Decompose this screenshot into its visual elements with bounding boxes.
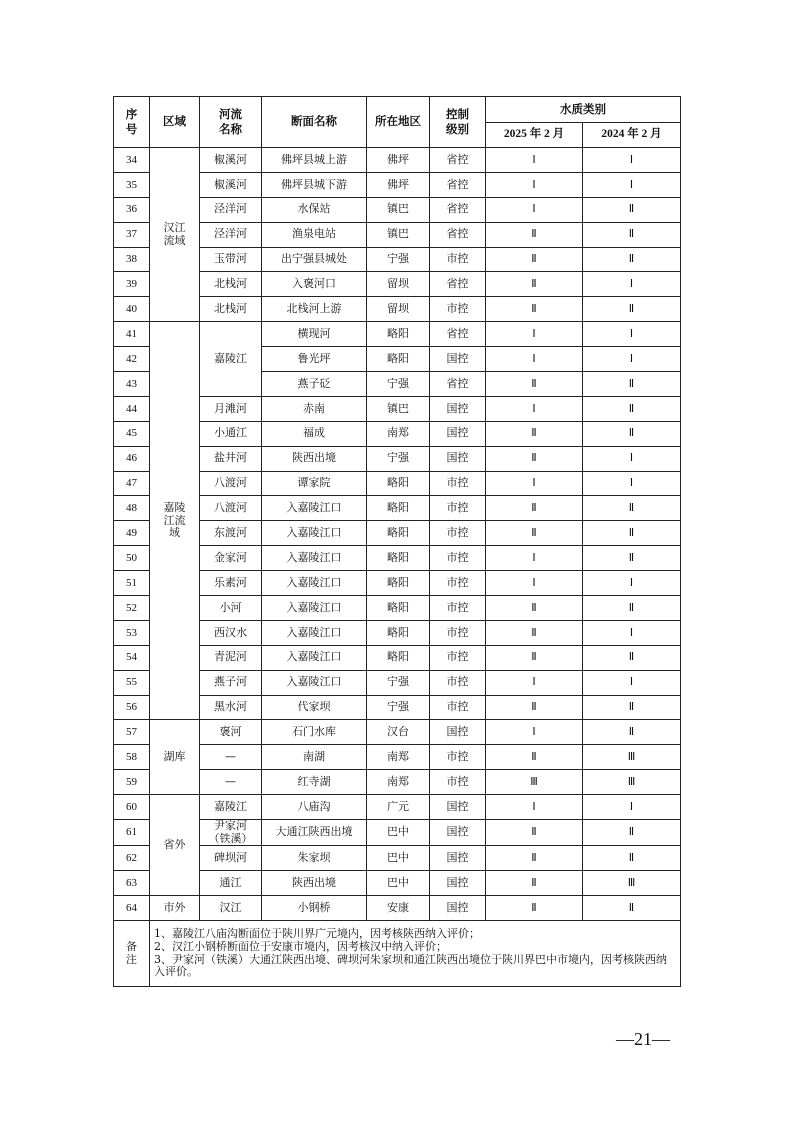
quality-2025-cell: Ⅰ: [486, 396, 583, 421]
quality-2024-cell: Ⅱ: [583, 297, 681, 322]
quality-2024-cell: Ⅱ: [583, 720, 681, 745]
seq-cell: 54: [114, 645, 150, 670]
section-cell: 鲁光坪: [262, 347, 367, 372]
quality-2025-cell: Ⅰ: [486, 148, 583, 173]
section-cell: 入嘉陵江口: [262, 521, 367, 546]
location-cell: 略阳: [367, 347, 430, 372]
quality-2024-cell: Ⅲ: [583, 770, 681, 795]
location-cell: 宁强: [367, 695, 430, 720]
header-section: 断面名称: [262, 97, 367, 148]
quality-2024-cell: Ⅱ: [583, 695, 681, 720]
header-seq: 序号: [114, 97, 150, 148]
location-cell: 南郑: [367, 745, 430, 770]
table-row: [114, 172, 681, 197]
quality-2025-cell: Ⅰ: [486, 322, 583, 347]
notes-label: 备 注: [114, 921, 150, 987]
location-cell: 佛坪: [367, 172, 430, 197]
header-year-2025: 2025 年 2 月: [486, 123, 583, 148]
section-cell: 代家坝: [262, 695, 367, 720]
river-cell: 月滩河: [200, 396, 262, 421]
seq-cell: 58: [114, 745, 150, 770]
quality-2025-cell: Ⅰ: [486, 720, 583, 745]
quality-2024-cell: Ⅲ: [583, 745, 681, 770]
seq-cell: 61: [114, 820, 150, 846]
section-cell: 水保站: [262, 197, 367, 222]
section-cell: 入嘉陵江口: [262, 496, 367, 521]
table-row: [114, 695, 681, 720]
table-row: [114, 871, 681, 896]
level-cell: 国控: [430, 846, 486, 871]
seq-cell: 40: [114, 297, 150, 322]
table-row: [114, 297, 681, 322]
quality-2025-cell: Ⅱ: [486, 446, 583, 471]
level-cell: 市控: [430, 645, 486, 670]
quality-2025-cell: Ⅱ: [486, 222, 583, 247]
river-cell: 盐井河: [200, 446, 262, 471]
quality-2024-cell: Ⅱ: [583, 247, 681, 272]
seq-cell: 56: [114, 695, 150, 720]
quality-2025-cell: Ⅰ: [486, 347, 583, 372]
table-row: [114, 197, 681, 222]
table-row: [114, 770, 681, 795]
quality-2025-cell: Ⅱ: [486, 620, 583, 645]
location-cell: 略阳: [367, 596, 430, 621]
section-cell: 佛坪县城下游: [262, 172, 367, 197]
quality-2025-cell: Ⅰ: [486, 172, 583, 197]
river-cell: 燕子河: [200, 670, 262, 695]
seq-cell: 39: [114, 272, 150, 297]
location-cell: 汉台: [367, 720, 430, 745]
location-cell: 宁强: [367, 670, 430, 695]
quality-2025-cell: Ⅱ: [486, 745, 583, 770]
level-cell: 市控: [430, 247, 486, 272]
region-cell: 市外: [150, 896, 200, 921]
table-row: [114, 745, 681, 770]
seq-cell: 50: [114, 546, 150, 571]
quality-2025-cell: Ⅱ: [486, 521, 583, 546]
section-cell: 入嘉陵江口: [262, 596, 367, 621]
quality-2024-cell: Ⅰ: [583, 670, 681, 695]
quality-2024-cell: Ⅰ: [583, 272, 681, 297]
quality-2024-cell: Ⅱ: [583, 396, 681, 421]
level-cell: 省控: [430, 222, 486, 247]
section-cell: 陕西出境: [262, 446, 367, 471]
section-cell: 红寺湖: [262, 770, 367, 795]
header-river: 河流名称: [200, 97, 262, 148]
seq-cell: 36: [114, 197, 150, 222]
quality-2025-cell: Ⅱ: [486, 846, 583, 871]
river-cell: —: [200, 770, 262, 795]
header-quality: 水质类别: [486, 97, 681, 123]
quality-2025-cell: Ⅲ: [486, 770, 583, 795]
section-cell: 入嘉陵江口: [262, 571, 367, 596]
river-cell: 北栈河: [200, 297, 262, 322]
table-row: [114, 820, 681, 846]
note-line: 1、嘉陵江八庙沟断面位于陕川界广元境内，因考核陕西纳入评价；: [154, 927, 480, 941]
level-cell: 市控: [430, 745, 486, 770]
section-cell: 北栈河上游: [262, 297, 367, 322]
location-cell: 略阳: [367, 546, 430, 571]
level-cell: 市控: [430, 670, 486, 695]
level-cell: 国控: [430, 720, 486, 745]
section-cell: 谭家院: [262, 471, 367, 496]
table-row: [114, 596, 681, 621]
location-cell: 镇巴: [367, 222, 430, 247]
river-cell: 乐素河: [200, 571, 262, 596]
location-cell: 宁强: [367, 372, 430, 397]
river-cell: 东渡河: [200, 521, 262, 546]
river-cell: 西汉水: [200, 620, 262, 645]
quality-2025-cell: Ⅱ: [486, 247, 583, 272]
quality-2024-cell: Ⅱ: [583, 645, 681, 670]
seq-cell: 60: [114, 795, 150, 820]
quality-2024-cell: Ⅰ: [583, 347, 681, 372]
section-cell: 入嘉陵江口: [262, 670, 367, 695]
river-cell: 嘉陵江: [200, 795, 262, 820]
section-cell: 横现河: [262, 322, 367, 347]
level-cell: 市控: [430, 620, 486, 645]
table-row: [114, 670, 681, 695]
quality-2024-cell: Ⅰ: [583, 471, 681, 496]
table-row: [114, 496, 681, 521]
section-cell: 陕西出境: [262, 871, 367, 896]
section-cell: 朱家坝: [262, 846, 367, 871]
seq-cell: 59: [114, 770, 150, 795]
seq-cell: 53: [114, 620, 150, 645]
river-cell: 八渡河: [200, 496, 262, 521]
note-line: 3、尹家河（铁溪）大通江陕西出境、碑坝河朱家坝和通江陕西出境位于陕川界巴中市境内，因考核陕西纳入评价。: [154, 952, 667, 979]
quality-2024-cell: Ⅱ: [583, 596, 681, 621]
region-cell: 湖库: [150, 720, 200, 795]
river-cell: 褒河: [200, 720, 262, 745]
table-row: [114, 222, 681, 247]
location-cell: 宁强: [367, 247, 430, 272]
level-cell: 国控: [430, 421, 486, 446]
section-cell: 佛坪县城上游: [262, 148, 367, 173]
river-cell: 尹家河 （铁溪）: [200, 820, 262, 846]
quality-2025-cell: Ⅱ: [486, 596, 583, 621]
quality-2025-cell: Ⅱ: [486, 297, 583, 322]
region-cell: 汉江 流域: [150, 148, 200, 322]
seq-cell: 64: [114, 896, 150, 921]
location-cell: 巴中: [367, 820, 430, 846]
water-quality-table: [113, 96, 681, 987]
location-cell: 广元: [367, 795, 430, 820]
quality-2024-cell: Ⅰ: [583, 322, 681, 347]
section-cell: 八庙沟: [262, 795, 367, 820]
notes-text: [150, 921, 681, 987]
section-cell: 石门水库: [262, 720, 367, 745]
quality-2025-cell: Ⅰ: [486, 571, 583, 596]
location-cell: 佛坪: [367, 148, 430, 173]
location-cell: 留坝: [367, 272, 430, 297]
page-number: —21—: [616, 1029, 670, 1049]
location-cell: 巴中: [367, 846, 430, 871]
quality-2024-cell: Ⅱ: [583, 521, 681, 546]
quality-2025-cell: Ⅱ: [486, 695, 583, 720]
quality-2025-cell: Ⅱ: [486, 871, 583, 896]
seq-cell: 37: [114, 222, 150, 247]
level-cell: 市控: [430, 496, 486, 521]
quality-2024-cell: Ⅰ: [583, 620, 681, 645]
location-cell: 南郑: [367, 770, 430, 795]
seq-cell: 38: [114, 247, 150, 272]
quality-2024-cell: Ⅱ: [583, 820, 681, 846]
seq-cell: 49: [114, 521, 150, 546]
river-cell: 北栈河: [200, 272, 262, 297]
seq-cell: 55: [114, 670, 150, 695]
level-cell: 市控: [430, 596, 486, 621]
river-cell: 碑坝河: [200, 846, 262, 871]
level-cell: 省控: [430, 172, 486, 197]
table-row: [114, 421, 681, 446]
seq-cell: 45: [114, 421, 150, 446]
level-cell: 省控: [430, 148, 486, 173]
level-cell: 市控: [430, 770, 486, 795]
table-row: [114, 795, 681, 820]
location-cell: 镇巴: [367, 396, 430, 421]
table-row: [114, 148, 681, 173]
river-cell: 椒溪河: [200, 172, 262, 197]
river-cell: 汉江: [200, 896, 262, 921]
location-cell: 略阳: [367, 471, 430, 496]
section-cell: 福成: [262, 421, 367, 446]
quality-2024-cell: Ⅰ: [583, 446, 681, 471]
level-cell: 市控: [430, 297, 486, 322]
quality-2024-cell: Ⅱ: [583, 496, 681, 521]
level-cell: 省控: [430, 197, 486, 222]
location-cell: 略阳: [367, 521, 430, 546]
level-cell: 国控: [430, 871, 486, 896]
level-cell: 市控: [430, 695, 486, 720]
table-row: [114, 846, 681, 871]
seq-cell: 44: [114, 396, 150, 421]
region-cell: 嘉陵 江流 域: [150, 322, 200, 720]
level-cell: 省控: [430, 322, 486, 347]
quality-2025-cell: Ⅱ: [486, 820, 583, 846]
section-cell: 入褒河口: [262, 272, 367, 297]
section-cell: 入嘉陵江口: [262, 620, 367, 645]
table-row: [114, 322, 681, 347]
header-year-2024: 2024 年 2 月: [583, 123, 681, 148]
section-cell: 小钢桥: [262, 896, 367, 921]
section-cell: 入嘉陵江口: [262, 645, 367, 670]
table-row: [114, 396, 681, 421]
level-cell: 国控: [430, 347, 486, 372]
location-cell: 略阳: [367, 496, 430, 521]
location-cell: 略阳: [367, 571, 430, 596]
level-cell: 国控: [430, 896, 486, 921]
seq-cell: 43: [114, 372, 150, 397]
quality-2024-cell: Ⅱ: [583, 372, 681, 397]
quality-2025-cell: Ⅰ: [486, 197, 583, 222]
notes-row: [114, 921, 681, 987]
quality-2024-cell: Ⅱ: [583, 222, 681, 247]
quality-2024-cell: Ⅱ: [583, 546, 681, 571]
section-cell: 出宁强县城处: [262, 247, 367, 272]
location-cell: 巴中: [367, 871, 430, 896]
location-cell: 镇巴: [367, 197, 430, 222]
quality-2024-cell: Ⅲ: [583, 871, 681, 896]
location-cell: 略阳: [367, 645, 430, 670]
table-row: [114, 471, 681, 496]
river-cell: 泾洋河: [200, 222, 262, 247]
table-row: [114, 571, 681, 596]
quality-2025-cell: Ⅱ: [486, 896, 583, 921]
river-cell: —: [200, 745, 262, 770]
river-cell: 青泥河: [200, 645, 262, 670]
section-cell: 渔泉电站: [262, 222, 367, 247]
table-body: [114, 148, 681, 987]
table-row: [114, 720, 681, 745]
table-row: [114, 546, 681, 571]
river-cell: 黑水河: [200, 695, 262, 720]
level-cell: 市控: [430, 546, 486, 571]
header-area: 区域: [150, 97, 200, 148]
seq-cell: 62: [114, 846, 150, 871]
seq-cell: 35: [114, 172, 150, 197]
table-row: [114, 446, 681, 471]
quality-2025-cell: Ⅱ: [486, 372, 583, 397]
seq-cell: 42: [114, 347, 150, 372]
quality-2024-cell: Ⅱ: [583, 421, 681, 446]
river-cell: 小河: [200, 596, 262, 621]
seq-cell: 57: [114, 720, 150, 745]
seq-cell: 48: [114, 496, 150, 521]
quality-2024-cell: Ⅰ: [583, 795, 681, 820]
quality-2025-cell: Ⅱ: [486, 421, 583, 446]
seq-cell: 51: [114, 571, 150, 596]
river-cell: 小通江: [200, 421, 262, 446]
river-cell: 椒溪河: [200, 148, 262, 173]
seq-cell: 52: [114, 596, 150, 621]
location-cell: 略阳: [367, 620, 430, 645]
table-row: [114, 896, 681, 921]
quality-2025-cell: Ⅰ: [486, 546, 583, 571]
seq-cell: 46: [114, 446, 150, 471]
section-cell: 赤南: [262, 396, 367, 421]
level-cell: 省控: [430, 372, 486, 397]
quality-2025-cell: Ⅰ: [486, 471, 583, 496]
table-row: [114, 272, 681, 297]
location-cell: 留坝: [367, 297, 430, 322]
seq-cell: 34: [114, 148, 150, 173]
level-cell: 省控: [430, 272, 486, 297]
location-cell: 略阳: [367, 322, 430, 347]
quality-2025-cell: Ⅰ: [486, 670, 583, 695]
region-cell: 省外: [150, 795, 200, 896]
river-cell: 嘉陵江: [200, 322, 262, 397]
quality-2025-cell: Ⅱ: [486, 272, 583, 297]
river-cell: 金家河: [200, 546, 262, 571]
river-cell: 玉带河: [200, 247, 262, 272]
header-level: 控制级别: [430, 97, 486, 148]
quality-2024-cell: Ⅱ: [583, 846, 681, 871]
section-cell: 燕子砭: [262, 372, 367, 397]
section-cell: 大通江陕西出境: [262, 820, 367, 846]
quality-2024-cell: Ⅰ: [583, 148, 681, 173]
level-cell: 市控: [430, 521, 486, 546]
seq-cell: 47: [114, 471, 150, 496]
quality-2025-cell: Ⅱ: [486, 645, 583, 670]
quality-2025-cell: Ⅱ: [486, 496, 583, 521]
level-cell: 市控: [430, 571, 486, 596]
location-cell: 南郑: [367, 421, 430, 446]
river-cell: 八渡河: [200, 471, 262, 496]
quality-2024-cell: Ⅱ: [583, 896, 681, 921]
header-location: 所在地区: [367, 97, 430, 148]
table-row: [114, 521, 681, 546]
seq-cell: 63: [114, 871, 150, 896]
quality-2024-cell: Ⅱ: [583, 197, 681, 222]
level-cell: 国控: [430, 396, 486, 421]
section-cell: 南湖: [262, 745, 367, 770]
seq-cell: 41: [114, 322, 150, 347]
table-row: [114, 620, 681, 645]
section-cell: 入嘉陵江口: [262, 546, 367, 571]
level-cell: 国控: [430, 820, 486, 846]
location-cell: 安康: [367, 896, 430, 921]
level-cell: 国控: [430, 446, 486, 471]
table-row: [114, 645, 681, 670]
level-cell: 国控: [430, 795, 486, 820]
river-cell: 泾洋河: [200, 197, 262, 222]
quality-2024-cell: Ⅰ: [583, 172, 681, 197]
table-row: [114, 247, 681, 272]
river-cell: 通江: [200, 871, 262, 896]
quality-2024-cell: Ⅰ: [583, 571, 681, 596]
location-cell: 宁强: [367, 446, 430, 471]
level-cell: 市控: [430, 471, 486, 496]
note-line: 2、汉江小钢桥断面位于安康市境内，因考核汉中纳入评价；: [154, 939, 447, 953]
quality-2025-cell: Ⅰ: [486, 795, 583, 820]
